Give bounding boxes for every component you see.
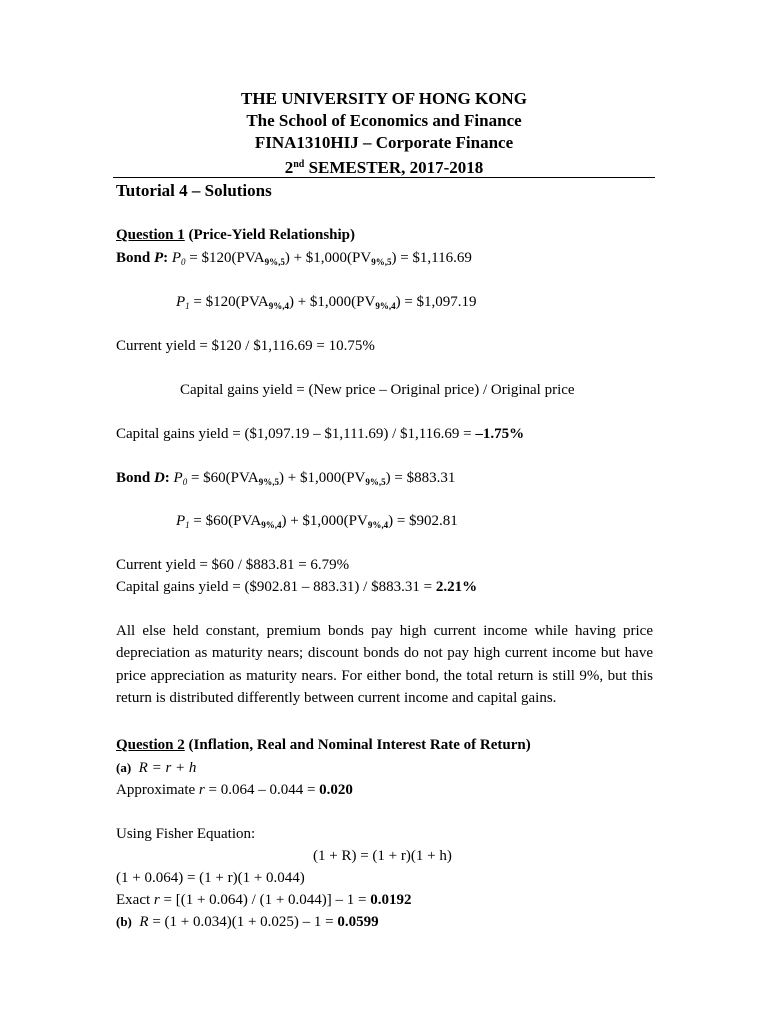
- d1-subscript: 1: [185, 520, 190, 530]
- q2a-label: (a): [116, 760, 132, 775]
- d0-sub2: 9%,5: [365, 477, 386, 487]
- d0-subscript: 0: [182, 477, 188, 487]
- exact-prefix: Exact: [116, 892, 154, 908]
- approx-prefix: Approximate: [116, 782, 199, 798]
- bond-p-price-p0: [116, 249, 472, 271]
- p1-subscript: 1: [185, 301, 190, 311]
- q2b-line: [116, 913, 379, 931]
- d0-part2: ) + $1,000(PV: [279, 470, 366, 486]
- d0-symbol: P: [173, 470, 183, 486]
- exact-rest: = [(1 + 0.064) / (1 + 0.044)] – 1 =: [159, 892, 371, 908]
- q1-heading-topic: (Price-Yield Relationship): [184, 227, 356, 243]
- approx-rest: = 0.064 – 0.044 =: [204, 782, 320, 798]
- p1-part3: ) = $1,097.19: [395, 294, 477, 310]
- p1-part2: ) + $1,000(PV: [288, 294, 376, 310]
- q2b-result: 0.0599: [337, 914, 379, 930]
- bond-d-label: Bond: [116, 470, 154, 486]
- p1-symbol: P: [176, 294, 186, 310]
- q2a-formula: R = r + h: [138, 760, 197, 776]
- bond-p-var: P: [153, 250, 164, 266]
- p0-subscript: 0: [181, 257, 186, 267]
- cg-yield-p-text: Capital gains yield = ($1,097.19 – $1,111.69) / $1,116.69 =: [116, 426, 476, 442]
- fisher-substitution: (1 + 0.064) = (1 + r)(1 + 0.044): [116, 870, 305, 886]
- university-name: THE UNIVERSITY OF HONG KONG: [241, 89, 527, 108]
- exact-var: r: [153, 892, 160, 908]
- course-name: FINA1310HIJ – Corporate Finance: [254, 133, 514, 152]
- header-divider: [113, 177, 655, 178]
- cg-yield-d-text: Capital gains yield = ($902.81 – 883.31) / $883.31 =: [116, 579, 436, 595]
- bond-d-price-p1: [176, 512, 458, 534]
- p1-sub1: 9%,4: [268, 301, 289, 311]
- d0-sub1: 9%,5: [258, 477, 279, 487]
- current-yield-d: Current yield = $60 / $883.81 = 6.79%: [116, 557, 350, 573]
- bond-p-colon: :: [163, 250, 169, 266]
- bond-d-colon: :: [164, 470, 170, 486]
- bond-p-price-p1: [176, 293, 477, 315]
- approx-result: 0.020: [319, 782, 353, 798]
- exact-result: 0.0192: [370, 892, 412, 908]
- d0-part3: ) = $883.31: [385, 470, 456, 486]
- p0-sub1: 9%,5: [264, 257, 285, 267]
- bond-d-price-p0: [116, 469, 455, 491]
- semester-ordinal: 2: [284, 158, 294, 177]
- approximate-r-line: [116, 781, 353, 799]
- capital-gains-formula: Capital gains yield = (New price – Original price) / Original price: [180, 382, 575, 398]
- exact-r-line: [116, 891, 411, 909]
- approx-var: r: [198, 782, 205, 798]
- d1-part1: = $60(PVA: [189, 513, 262, 529]
- d1-sub2: 9%,4: [367, 520, 389, 530]
- q2-heading: [116, 736, 531, 754]
- q2b-var: R: [139, 914, 149, 930]
- d1-sub1: 9%,4: [261, 520, 282, 530]
- semester-suffix: nd: [293, 159, 305, 170]
- p1-sub2: 9%,4: [375, 301, 396, 311]
- capital-gains-yield-d: [116, 578, 477, 596]
- q1-heading: [116, 226, 355, 244]
- q1-explanation-paragraph: All else held constant, premium bonds pay high current income while having price depreciation as maturity nears; discount bonds do not pay high current income but have price appreciation as maturity nears. For either bond, the total return is still 9%, but this return is distributed differently between current income and capital gains.: [116, 623, 653, 706]
- q2-heading-topic: (Inflation, Real and Nominal Interest Rate of Return): [184, 737, 531, 753]
- bond-d-var: D: [153, 470, 165, 486]
- fisher-equation: (1 + R) = (1 + r)(1 + h): [313, 848, 452, 864]
- q2b-rest: = (1 + 0.034)(1 + 0.025) – 1 =: [148, 914, 338, 930]
- p0-sub2: 9%,5: [371, 257, 392, 267]
- semester-line: [0, 154, 768, 179]
- p0-symbol: P: [171, 250, 182, 266]
- cg-yield-d-result: 2.21%: [435, 579, 478, 595]
- d0-part1: = $60(PVA: [187, 470, 259, 486]
- d1-part2: ) + $1,000(PV: [281, 513, 368, 529]
- p1-part1: = $120(PVA: [189, 294, 269, 310]
- page-title: Tutorial 4 – Solutions: [116, 181, 272, 200]
- q1-heading-label: Question 1: [116, 227, 185, 243]
- p0-part2: ) + $1,000(PV: [284, 250, 372, 266]
- d1-part3: ) = $902.81: [388, 513, 458, 529]
- bond-p-label: Bond: [116, 250, 154, 266]
- cg-yield-p-result: –1.75%: [475, 426, 525, 442]
- p0-part3: ) = $1,116.69: [391, 250, 472, 266]
- school-name: The School of Economics and Finance: [246, 111, 522, 130]
- q2a-formula-line: [116, 759, 196, 777]
- q2-heading-label: Question 2: [116, 737, 185, 753]
- current-yield-p: Current yield = $120 / $1,116.69 = 10.75%: [116, 338, 375, 354]
- semester-rest: SEMESTER, 2017-2018: [304, 158, 484, 177]
- capital-gains-yield-p: [116, 425, 524, 443]
- d1-symbol: P: [176, 513, 186, 529]
- q2b-label: (b): [116, 914, 132, 929]
- fisher-label: Using Fisher Equation:: [116, 826, 256, 842]
- p0-part1: = $120(PVA: [185, 250, 265, 266]
